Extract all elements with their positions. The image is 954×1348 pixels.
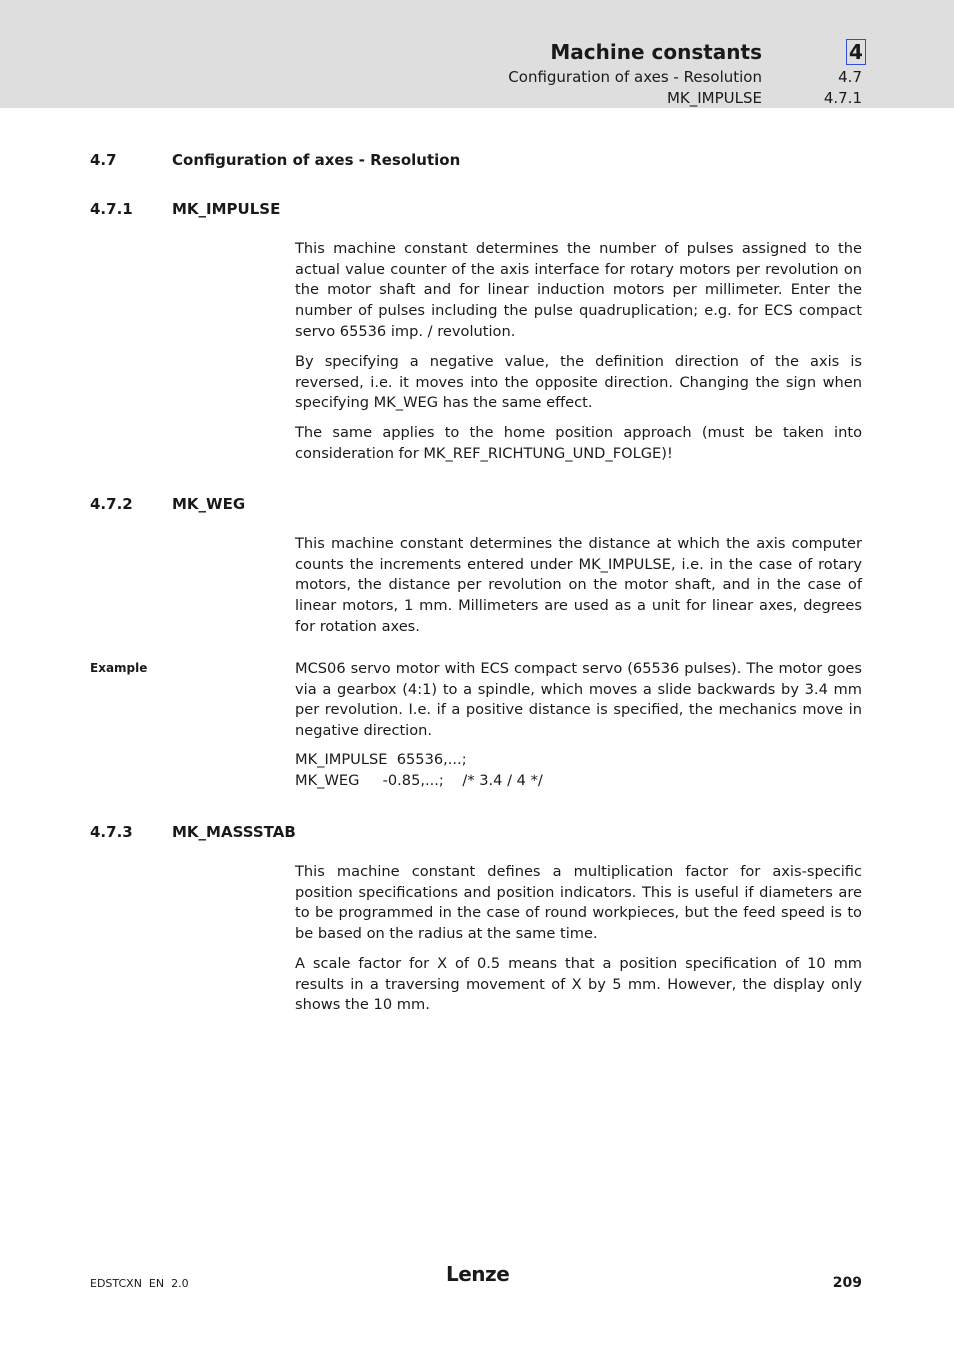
page-header [0, 0, 954, 108]
page-number: 209 [832, 1275, 862, 1291]
section-heading: Configuration of axes - Resolution [172, 151, 461, 169]
code-line: MK_IMPULSE 65536,...; [295, 751, 467, 768]
chapter-number-link[interactable]: 4 [849, 40, 863, 64]
header-title: Machine constants [550, 40, 762, 64]
body-paragraph: The same applies to the home position approach (must be taken into consideration for MK_REF_RICHTUNG_UND_FOLGE)! [295, 424, 862, 462]
body-paragraph: A scale factor for X of 0.5 means that a position specification of 10 mm results in a traversing movement of X by 5 mm. However, the display only shows the 10 mm. [295, 955, 862, 1014]
document-id: EDSTCXN EN 2.0 [90, 1277, 189, 1290]
subsection-number: 4.7.3 [90, 823, 133, 841]
body-paragraph: This machine constant determines the number of pulses assigned to the actual value counter of the axis interface for rotary motors per revolution on the motor shaft and for linear induction motors per millimeter. Enter the number of pulses including the pulse quadruplication; e.g. for ECS compact servo 65536 imp. / revolution. [295, 240, 862, 340]
header-subsection-number: 4.7.1 [823, 89, 862, 107]
header-section-title: Configuration of axes - Resolution [508, 68, 762, 86]
example-paragraph: MCS06 servo motor with ECS compact servo (65536 pulses). The motor goes via a gearbox (4:1) to a spindle, which moves a slide backwards by 3.4 mm per revolution. I.e. if a positive distance is specified, the mechanics move in negative direction. [295, 660, 862, 740]
body-paragraph: This machine constant determines the distance at which the axis computer counts the increments entered under MK_IMPULSE, i.e. in the case of rotary motors, the distance per revolution on the motor shaft, and in the case of linear motors, 1 mm. Millimeters are used as a unit for linear axes, degrees for rotation axes. [295, 535, 862, 635]
header-subsection-title: MK_IMPULSE [666, 89, 762, 107]
code-line: MK_WEG -0.85,...; /* 3.4 / 4 */ [295, 772, 543, 789]
subsection-heading: MK_WEG [172, 495, 246, 513]
example-label: Example [90, 661, 148, 675]
header-section-number: 4.7 [838, 68, 862, 86]
body-paragraph: By specifying a negative value, the definition direction of the axis is reversed, i.e. it moves into the opposite direction. Changing the sign when specifying MK_WEG has the same effect. [295, 353, 862, 412]
subsection-heading: MK_IMPULSE [172, 200, 281, 218]
subsection-number: 4.7.1 [90, 200, 133, 218]
subsection-heading: MK_MASSSTAB [172, 823, 296, 841]
section-number: 4.7 [90, 151, 117, 169]
body-paragraph: This machine constant defines a multiplication factor for axis-specific position specifications and position indicators. This is useful if diameters are to be programmed in the case of round workpieces, but the feed speed is to be based on the radius at the same time. [295, 863, 862, 943]
lenze-logo: Lenze [446, 1262, 510, 1286]
subsection-number: 4.7.2 [90, 495, 133, 513]
